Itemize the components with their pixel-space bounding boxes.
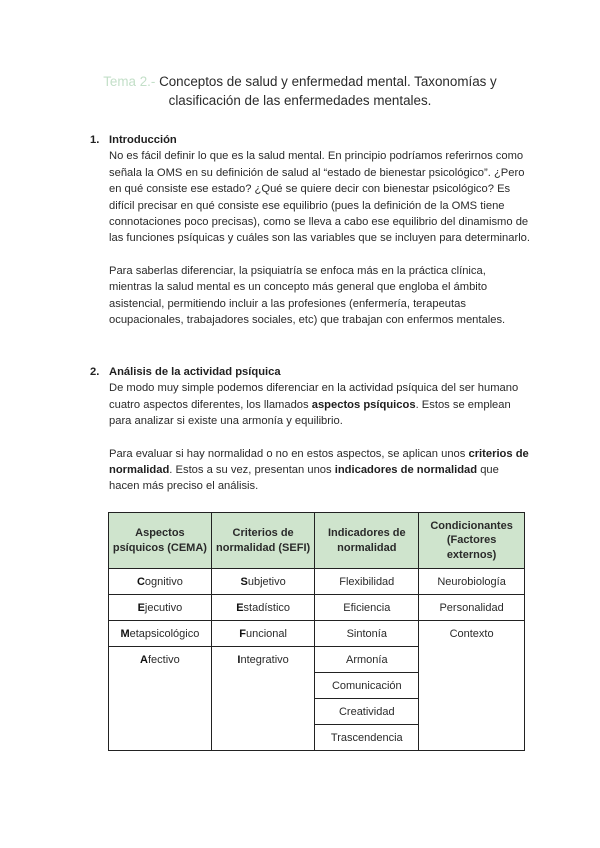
normalidad-table [108,512,525,751]
table-row [109,699,525,725]
indicador-cell: Flexibilidad [315,569,419,595]
indicador-cell: Trascendencia [315,725,419,751]
indicador-cell: Sintonía [315,621,419,647]
section-number: 2. [90,366,100,378]
indicador-cell: Creatividad [315,699,419,725]
paragraph: Para saberlas diferenciar, la psiquiatría se enfoca más en la práctica clínica, mientras la salud mental es un concepto más general que engloba el ámbito asistencial, permitiendo incluir a las profesiones (enfermería, terapeutas ocupacionales, trabajadores sociales, etc) que trabajan con enfermos mentales. [109,264,506,327]
document-title [0,72,600,110]
title-line-1 [0,72,600,91]
header-condicionantes: Condicionantes (Factores externos) [419,513,525,569]
table-header-row [109,513,525,569]
empty-cell [211,673,315,699]
condicionante-cell: Neurobiología [419,569,525,595]
condicionante-cell: Contexto [419,621,525,647]
section-introduccion [90,132,530,328]
section-analisis [90,364,530,495]
empty-cell [419,673,525,699]
header-criterios: Criterios de normalidad (SEFI) [211,513,315,569]
criterio-cell: Integrativo [211,647,315,673]
table-row [109,725,525,751]
title-text-1: Conceptos de salud y enfermedad mental. Taxonomías y [159,74,497,89]
table-row [109,647,525,673]
table-row [109,595,525,621]
table-row [109,621,525,647]
tema-label: Tema 2.- [103,74,156,89]
indicador-cell: Armonía [315,647,419,673]
table-row [109,673,525,699]
indicador-cell: Comunicación [315,673,419,699]
empty-cell [109,725,212,751]
section-heading: Introducción [109,134,177,146]
criterio-cell: Estadístico [211,595,315,621]
bold-term: aspectos psíquicos [311,398,416,411]
bold-term: indicadores de normalidad [334,464,478,477]
indicador-cell: Eficiencia [315,595,419,621]
bold-term: criterios de normalidad [109,447,529,477]
empty-cell [419,647,525,673]
condicionante-cell: Personalidad [419,595,525,621]
aspecto-cell: Metapsicológico [109,621,212,647]
title-line-2: clasificación de las enfermedades mentales. [168,93,432,108]
section-number: 1. [90,134,100,146]
header-indicadores: Indicadores de normalidad [315,513,419,569]
paragraph: Para evaluar si hay normalidad o no en estos aspectos, se aplican unos criterios de normalidad. Estos a su vez, presentan unos indicadores de normalidad que hacen más preciso el análisis. [109,447,529,493]
paragraph: De modo muy simple podemos diferenciar en la actividad psíquica del ser humano cuatro aspectos diferentes, los llamados aspectos psíquicos. Estos se emplean para analizar si existe una armonía y equilibrio. [109,382,519,428]
table-row [109,569,525,595]
empty-cell [419,725,525,751]
aspecto-cell: Afectivo [109,647,212,673]
criterio-cell: Funcional [211,621,315,647]
aspecto-cell: Cognitivo [109,569,212,595]
empty-cell [109,673,212,699]
empty-cell [109,699,212,725]
section-heading: Análisis de la actividad psíquica [109,366,281,378]
paragraph: No es fácil definir lo que es la salud mental. En principio podríamos referirnos como señala la OMS en su definición de salud al “estado de bienestar psicológico”. ¿Pero en qué consiste ese estado? ¿Qué se quiere decir con bienestar psicológico? Es difícil precisar en qué consiste ese equilibrio (pues la definición de la OMS tiene connotaciones poco precisas), como se lleva a cabo ese equilibrio del dinamismo de las funciones psíquicas y cuáles son las variables que se incluyen para determinarlo. [109,150,531,245]
criterio-cell: Subjetivo [211,569,315,595]
header-aspectos: Aspectos psíquicos (CEMA) [109,513,212,569]
empty-cell [419,699,525,725]
empty-cell [211,699,315,725]
empty-cell [211,725,315,751]
aspecto-cell: Ejecutivo [109,595,212,621]
